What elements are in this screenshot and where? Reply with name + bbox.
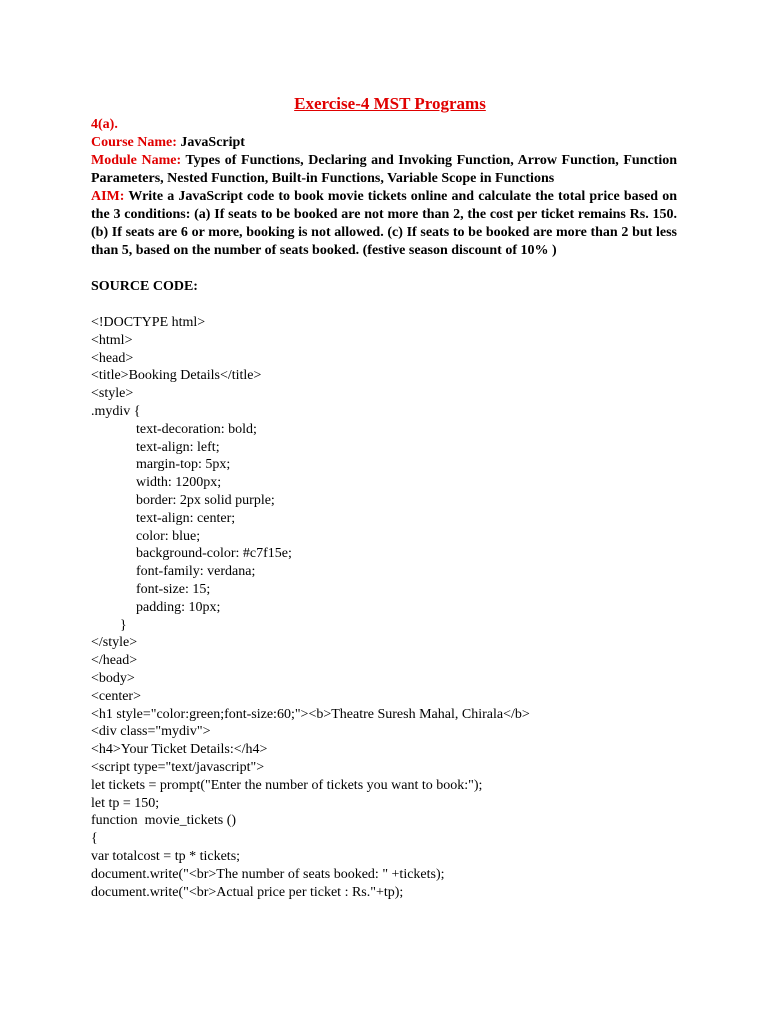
code-line: document.write("<br>The number of seats booked: " +tickets);	[91, 866, 445, 882]
module-name-label: Module Name:	[91, 153, 182, 168]
code-line: <h4>Your Ticket Details:</h4>	[91, 742, 268, 758]
module-name-value: Types of Functions, Declaring and Invoking Function, Arrow Function, Function Parameters, Nested Function, Built-in Functions, Variable Scope in Functions	[91, 153, 677, 186]
code-line: font-size: 15;	[136, 581, 211, 597]
aim-value: Write a JavaScript code to book movie tickets online and calculate the total price based on the 3 conditions: (a) If seats to be booked are not more than 2, the cost per ticket remains Rs. 150. (b) If seats are 6 or more, booking is not allowed. (c) If seats to be booked are more than 2 but less than 5, based on the number of seats booked. (festive season discount of 10% )	[91, 189, 677, 258]
code-line: background-color: #c7f15e;	[136, 546, 292, 562]
aim-label: AIM:	[91, 189, 125, 204]
code-line: border: 2px solid purple;	[136, 492, 275, 508]
exercise-title: Exercise-4 MST Programs	[294, 94, 486, 113]
code-line: color: blue;	[136, 528, 201, 544]
code-line: let tp = 150;	[91, 795, 160, 811]
course-name-label: Course Name:	[91, 135, 177, 150]
document-page	[91, 92, 677, 901]
code-line: padding: 10px;	[136, 599, 221, 615]
code-line: {	[91, 831, 98, 847]
code-line: font-family: verdana;	[136, 564, 256, 580]
code-line: margin-top: 5px;	[136, 457, 231, 473]
code-line: text-align: left;	[136, 439, 220, 455]
exercise-number: 4(a).	[91, 117, 118, 132]
code-line: let tickets = prompt("Enter the number of tickets you want to book:");	[91, 777, 483, 793]
source-code-heading: SOURCE CODE:	[91, 279, 198, 294]
code-line: <h1 style="color:green;font-size:60;"><b>Theatre Suresh Mahal, Chirala</b>	[91, 706, 530, 722]
code-line: text-decoration: bold;	[136, 421, 257, 437]
code-line: <html>	[91, 332, 133, 348]
code-line: width: 1200px;	[136, 475, 222, 491]
code-line: }	[120, 617, 127, 633]
code-line: document.write("<br>Actual price per ticket : Rs."+tp);	[91, 884, 404, 900]
spacer	[91, 296, 677, 314]
code-line: <center>	[91, 688, 141, 704]
module-name-paragraph	[91, 152, 677, 188]
code-line: <!DOCTYPE html>	[91, 315, 206, 330]
course-name-line	[91, 134, 677, 152]
code-line: </style>	[91, 635, 138, 651]
code-line: <title>Booking Details</title>	[91, 368, 262, 384]
code-line: </head>	[91, 653, 138, 669]
code-line: <body>	[91, 670, 135, 686]
code-block	[91, 314, 677, 901]
code-line: <head>	[91, 350, 134, 366]
spacer	[91, 260, 677, 278]
code-line: var totalcost = tp * tickets;	[91, 848, 241, 864]
code-line: <style>	[91, 386, 134, 402]
code-line: <div class="mydiv">	[91, 724, 211, 740]
course-name-value: JavaScript	[180, 135, 245, 150]
code-line: <script type="text/javascript">	[91, 759, 265, 775]
code-line: .mydiv {	[91, 403, 141, 419]
code-line: function movie_tickets ()	[91, 813, 237, 829]
code-line: text-align: center;	[136, 510, 236, 526]
aim-paragraph	[91, 188, 677, 260]
